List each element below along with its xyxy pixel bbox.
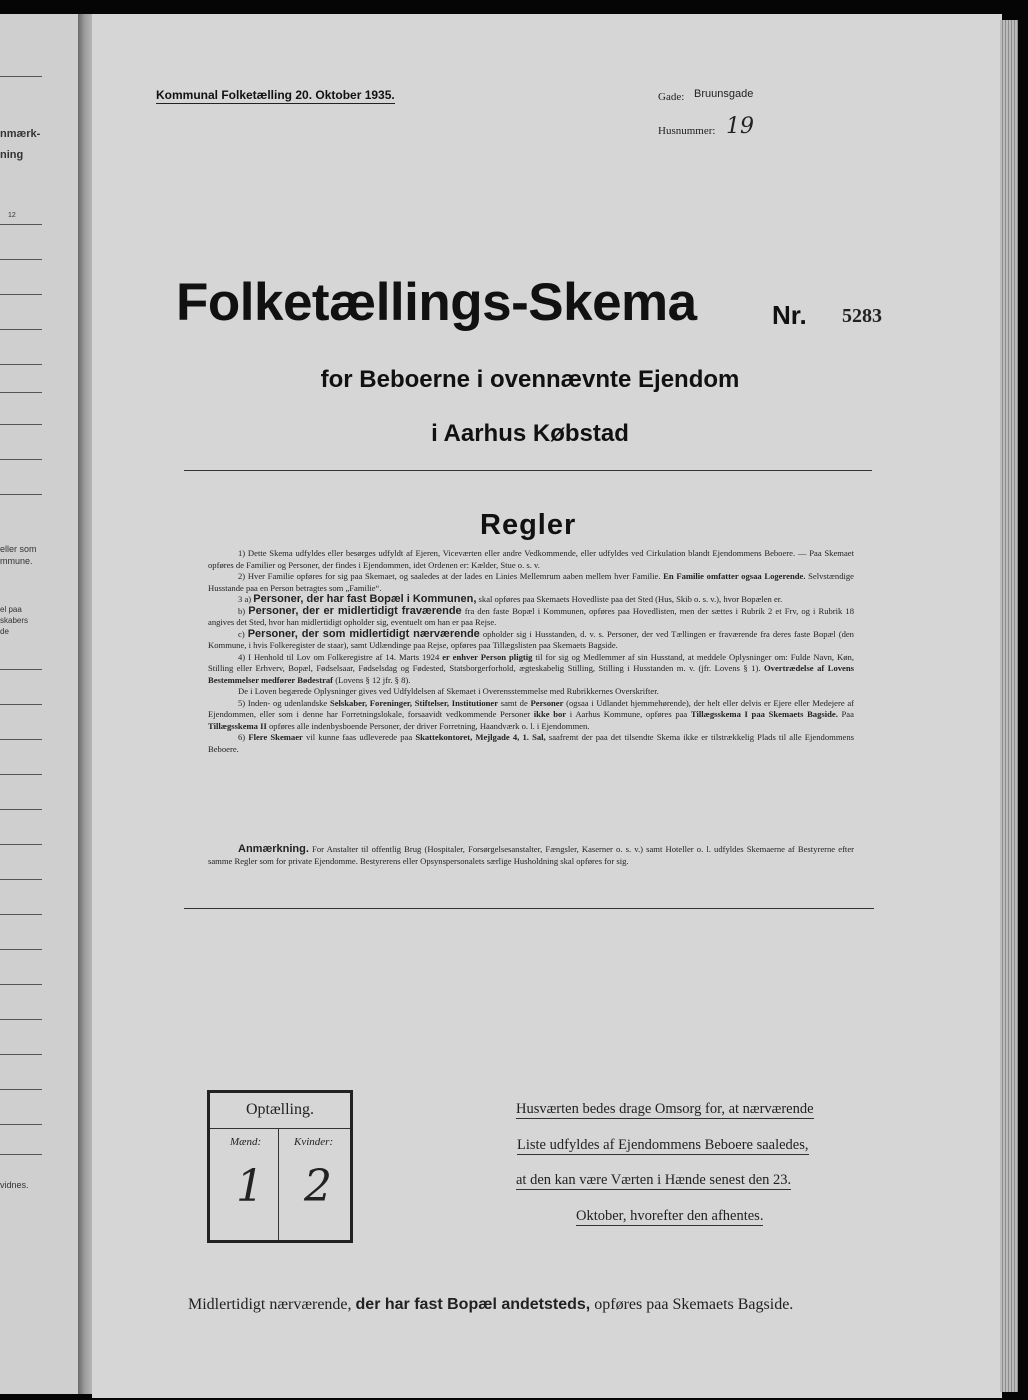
left-rule	[0, 984, 42, 985]
subtitle-residents: for Beboerne i ovennævnte Ejendom	[320, 366, 740, 393]
rule-6: 6) Flere Skemaer vil kunne faas udleverede paa Skattekontoret, Mejlgade 4, 1. Sal, saafremt der paa det tilsendte Skema ikke er tilstrækkelig Plads til alle Ejendommens Beboere.	[208, 732, 854, 754]
page-stack-edge	[1000, 20, 1018, 1392]
rule-2: 2) Hver Familie opføres for sig paa Skemaet, og saaledes at der lades en Linies Mellemrum aaben mellem hver Familie. En Familie omfatter ogsaa Logerende. Selvstændige Husstande paa en Person betragtes som „Familie“.	[208, 571, 854, 593]
left-rule	[0, 1154, 42, 1155]
landlord-note-line-2: Liste udfyldes af Ejendommens Beboere saaledes,	[517, 1137, 809, 1153]
left-fragment: mmune.	[0, 556, 33, 566]
count-box	[207, 1090, 353, 1243]
left-rule	[0, 739, 42, 740]
left-rule	[0, 224, 42, 225]
left-rule	[0, 879, 42, 880]
divider-top	[184, 470, 872, 471]
women-count: 2	[304, 1161, 332, 1212]
left-rule	[0, 76, 42, 77]
street-value: Bruunsgade	[694, 88, 754, 100]
left-rule	[0, 1054, 42, 1055]
form-number-value: 5283	[842, 305, 882, 327]
left-rule	[0, 774, 42, 775]
women-label: Kvinder:	[294, 1136, 334, 1148]
divider-bottom	[184, 908, 874, 909]
left-rule	[0, 809, 42, 810]
landlord-note-line-1: Husværten bedes drage Omsorg for, at nærværende	[516, 1101, 814, 1117]
rule-5: 5) Inden- og udenlandske Selskaber, Foreninger, Stiftelser, Institutioner samt de Personer (ogsaa i Udlandet hjemmehørende), der helt eller delvis er Ejere eller Medejere af Ejendommen, eller som i denne har Forretningslokale, forsaavidt vedkommende Personer ikke bor i Aarhus Kommune, opføres paa Tillægsskema I paa Skemaets Bagside. Paa Tillægsskema II opføres alle indenbysboende Personer, der driver Forretning, Haandværk o. l. i Ejendommen.	[208, 697, 855, 731]
form-title: Folketællings-Skema	[176, 273, 697, 332]
left-fragment: de	[0, 627, 9, 636]
left-rule	[0, 704, 42, 705]
left-rule	[0, 329, 42, 330]
left-rule	[0, 669, 42, 670]
rule-1: 1) Dette Skema udfyldes eller besørges udfyldt af Ejeren, Viceværten eller andre Vedkommende, eller udfyldes ved Cirkulation blandt Ejendommens Beboere. — Paa Skemaet opføres de Familier og Personer, der findes i Ejendommen, idet Ordenen er: Kælder, Stue o. s. v.	[208, 548, 854, 570]
rule-3a: 3 a) Personer, der har fast Bopæl i Kommunen, skal opføres paa Skemaets Hovedliste paa det Sted (Hus, Skib o. s. v.), hvor Bopælen er.	[238, 593, 783, 605]
footer-instruction: Midlertidigt nærværende, der har fast Bopæl andetsteds, opføres paa Skemaets Bagside.	[188, 1296, 794, 1313]
left-facing-page	[0, 14, 78, 1394]
left-fragment: vidnes.	[0, 1180, 29, 1190]
left-rule	[0, 294, 42, 295]
left-rule	[0, 1089, 42, 1090]
left-rule	[0, 1019, 42, 1020]
rule-4-note: De i Loven begærede Oplysninger gives ved Udfyldelsen af Skemaet i Overensstemmelse med Rubrikkernes Overskrifter.	[238, 686, 659, 696]
left-rule	[0, 844, 42, 845]
left-fragment: skabers	[0, 616, 29, 625]
men-label: Mænd:	[230, 1136, 262, 1148]
left-rule	[0, 1124, 42, 1125]
left-rule	[0, 364, 42, 365]
men-count: 1	[236, 1161, 264, 1212]
street-label: Gade:	[658, 91, 685, 103]
form-number-label: Nr.	[772, 300, 807, 330]
subtitle-city: i Aarhus Købstad	[431, 420, 629, 447]
house-number-label: Husnummer:	[658, 125, 716, 137]
remark-text: Anmærkning. For Anstalter til offentlig Brug (Hospitaler, Forsørgelsesanstalter, Fængsler, Kaserner o. s. v.) samt Hoteller o. l. udfyldes Skemaerne af Bestyrerne efter samme Regler som for private Ejendomme. Bestyrerens eller Opsynspersonalets særlige Husholdning skal opføres for sig.	[208, 843, 854, 866]
count-box-divider	[278, 1128, 279, 1240]
rules-text	[208, 548, 854, 755]
rule-3b: b) Personer, der er midlertidigt fraværende fra den faste Bopæl i Kommunen, opføres paa Hovedlisten, men der sættes i Rubrik 2 et Frv, og i Rubrik 18 angives det Sted, hvor han midlertidigt opholder sig, eventuelt om han er paa Rejse.	[208, 604, 855, 627]
left-fragment: nmærk-	[0, 128, 41, 140]
rules-heading: Regler	[480, 509, 577, 541]
census-header: Kommunal Folketælling 20. Oktober 1935.	[156, 88, 395, 102]
rule-4: 4) I Henhold til Lov om Folkeregistre af 14. Marts 1924 er enhver Person pligtig til for sig og Medlemmer af sin Husstand, at meddele Oplysninger om: Fulde Navn, Køn, Stilling eller Erhverv, Bopæl, Fødselsaar, Fødselsdag og Fødested, Statsborgerforhold, ægteskabelig Stilling, Stilling i Husstanden m. v. (jfr. Lovens § 1). Overtrædelse af Lovens Bestemmelser medfører Bødestraf (Lovens § 12 jfr. § 8).	[208, 651, 854, 685]
left-rule	[0, 949, 42, 950]
left-rule	[0, 914, 42, 915]
house-number-value: 19	[726, 114, 754, 139]
landlord-note-line-3: at den kan være Værten i Hænde senest den 23.	[516, 1172, 792, 1188]
left-fragment: el paa	[0, 605, 22, 614]
count-title: Optælling.	[245, 1101, 314, 1118]
left-rule	[0, 494, 42, 495]
left-rule	[0, 459, 42, 460]
landlord-note-line-4: Oktober, hvorefter den afhentes.	[576, 1208, 764, 1224]
count-box-rule	[210, 1128, 350, 1129]
left-fragment: 12	[8, 212, 16, 219]
remark-heading: Anmærkning.	[238, 843, 309, 855]
left-fragment: eller som	[0, 544, 37, 554]
rule-3c: c) Personer, der som midlertidigt nærværende opholder sig i Husstanden, d. v. s. Personer, der ved Tællingen er fraværende fra deres faste Bopæl (den Kommune, i hvis Folkeregister de staar), samt Udlændinge paa Rejse, opføres paa Tillægslisten paa Skemaets Bagside.	[208, 627, 854, 650]
left-fragment: ning	[0, 149, 24, 161]
left-rule	[0, 259, 42, 260]
